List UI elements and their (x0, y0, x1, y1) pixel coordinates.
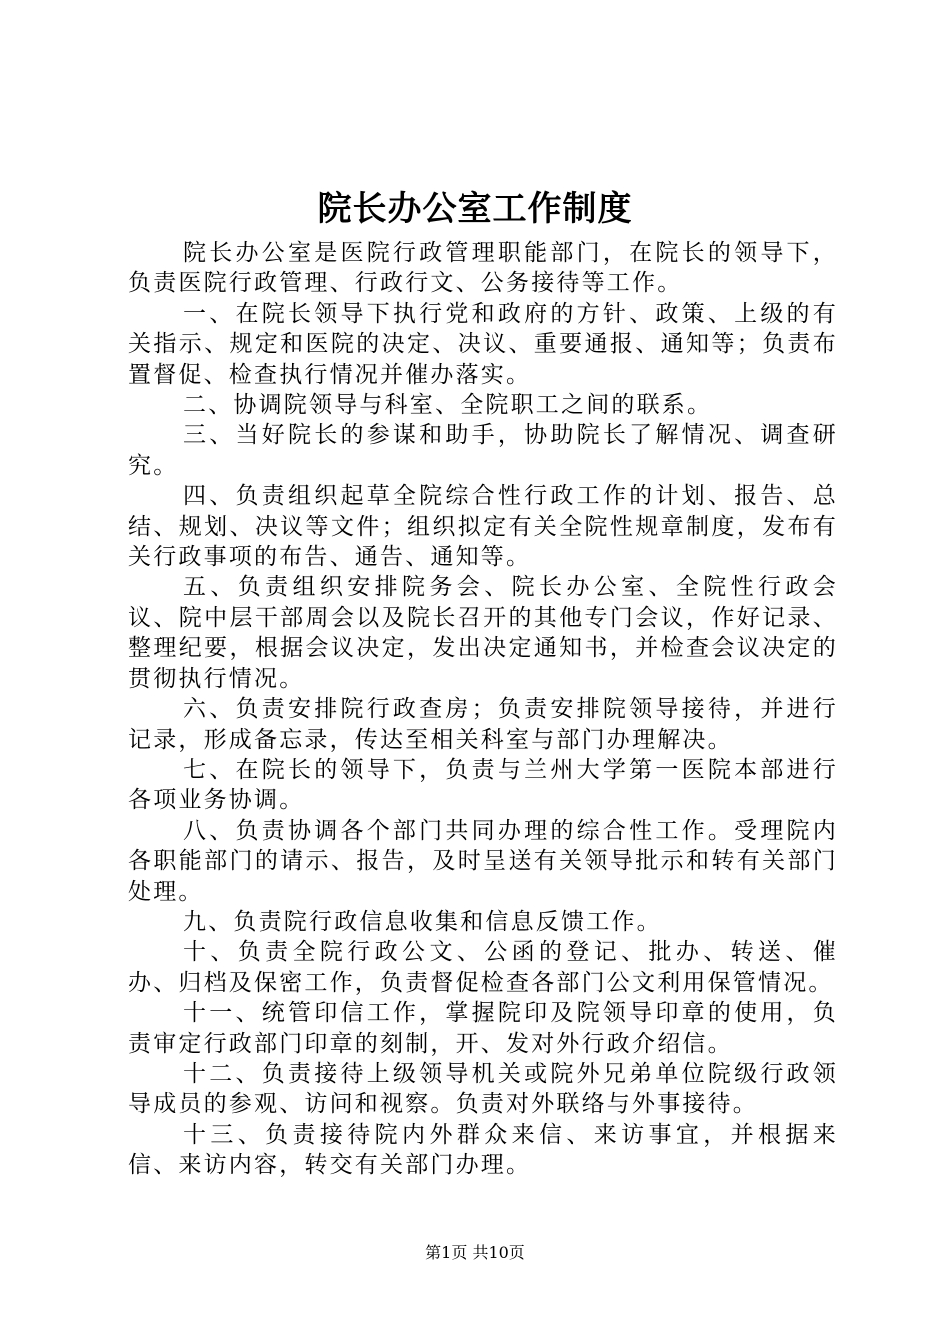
paragraph-item-11: 十一、统管印信工作，掌握院印及院领导印章的使用，负责审定行政部门印章的刻制，开、发对外行政介绍信。 (128, 1000, 838, 1057)
paragraph-item-2: 二、协调院领导与科室、全院职工之间的联系。 (183, 392, 713, 419)
paragraph-intro: 院长办公室是医院行政管理职能部门，在院长的领导下，负责医院行政管理、行政行文、公务接待等工作。 (128, 240, 838, 297)
paragraph-item-6: 六、负责安排院行政查房；负责安排院领导接待，并进行记录，形成备忘录，传达至相关科室与部门办理解决。 (128, 696, 838, 753)
paragraph-item-13: 十三、负责接待院内外群众来信、来访事宜，并根据来信、来访内容，转交有关部门办理。 (128, 1121, 838, 1179)
paragraph-item-4: 四、负责组织起草全院综合性行政工作的计划、报告、总结、规划、决议等文件；组织拟定有关全院性规章制度，发布有关行政事项的布告、通告、通知等。 (128, 483, 838, 571)
paragraph-item-7: 七、在院长的领导下，负责与兰州大学第一医院本部进行各项业务协调。 (128, 756, 838, 814)
paragraph-item-5: 五、负责组织安排院务会、院长办公室、全院性行政会议、院中层干部周会以及院长召开的其他专门会议，作好记录、整理纪要，根据会议决定，发出决定通知书，并检查会议决定的贯彻执行情况。 (128, 574, 838, 692)
paragraph-item-1: 一、在院长领导下执行党和政府的方针、政策、上级的有关指示、规定和医院的决定、决议、重要通报、通知等；负责布置督促、检查执行情况并催办落实。 (128, 300, 838, 388)
paragraph-item-9: 九、负责院行政信息收集和信息反馈工作。 (183, 908, 662, 935)
paragraph-item-10: 十、负责全院行政公文、公函的登记、批办、转送、催办、归档及保密工作，负责督促检查各部门公文利用保管情况。 (128, 939, 838, 996)
paragraph-item-12: 十二、负责接待上级领导机关或院外兄弟单位院级行政领导成员的参观、访问和视察。负责对外联络与外事接待。 (128, 1060, 838, 1118)
document-body (128, 238, 838, 1181)
paragraph-item-8: 八、负责协调各个部门共同办理的综合性工作。受理院内各职能部门的请示、报告，及时呈送有关领导批示和转有关部门处理。 (128, 817, 838, 905)
page-number-footer: 第1页 共10页 (425, 1243, 525, 1262)
paragraph-item-3: 三、当好院长的参谋和助手，协助院长了解情况、调查研究。 (128, 422, 838, 479)
document-title: 院长办公室工作制度 (317, 189, 633, 229)
